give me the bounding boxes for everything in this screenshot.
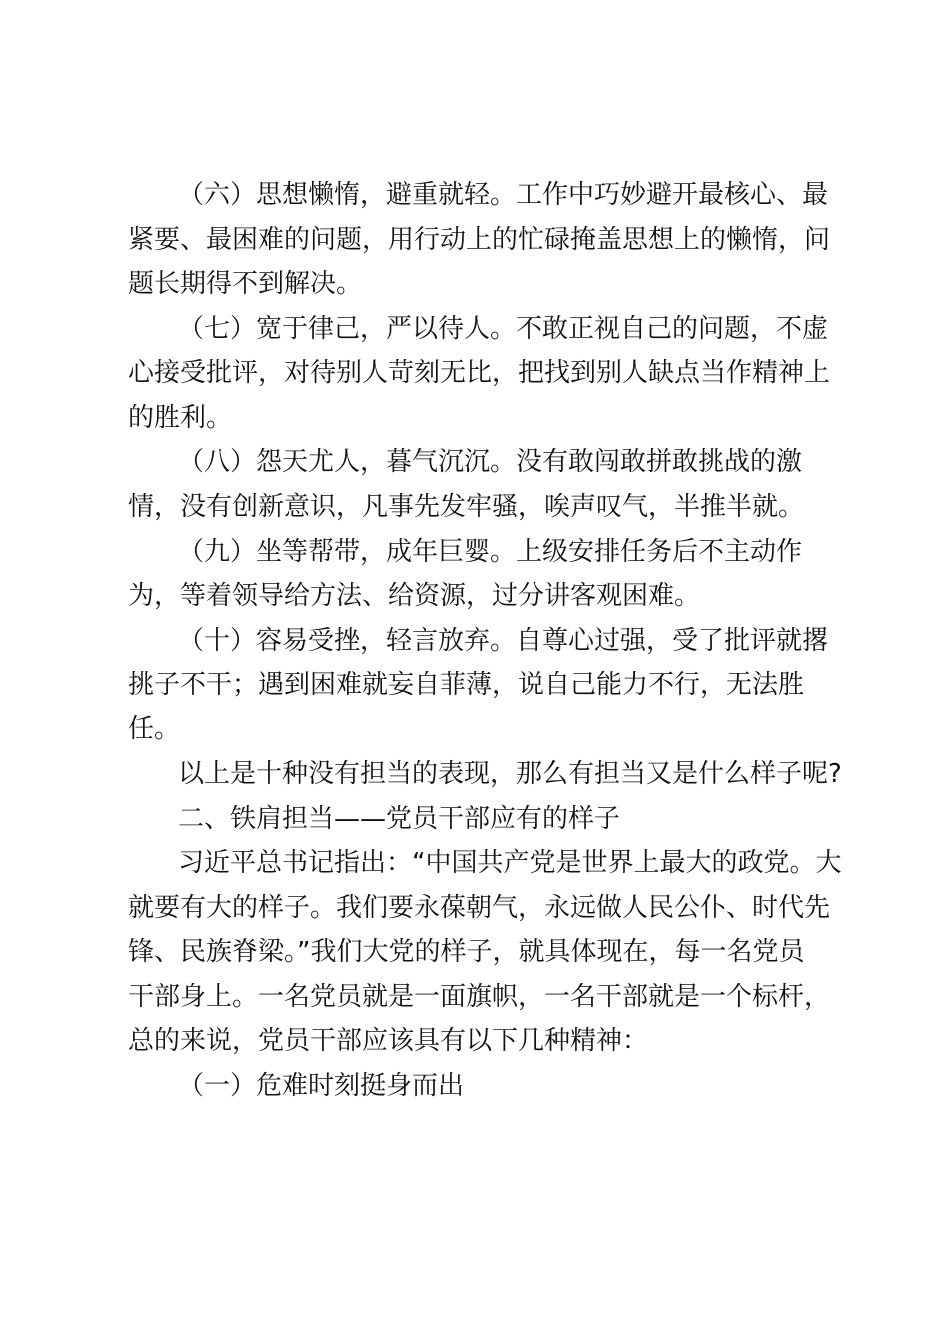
subheading-1: （一）危难时刻挺身而出	[178, 1071, 465, 1101]
summary-line: 以上是十种没有担当的表现，那么有担当又是什么样子呢?	[178, 759, 842, 789]
paragraph-8-line-2: 情，没有创新意识，凡事先发牢骚，唉声叹气，半推半就。	[128, 492, 805, 522]
paragraph-7-line-3: 的胜利。	[128, 403, 233, 433]
quote-paragraph-line-3: 锋、民族脊梁。”我们大党的样子，就具体现在，每一名党员	[128, 937, 805, 967]
quote-paragraph-line-2: 就要有大的样子。我们要永葆朝气，永远做人民公仆、时代先	[128, 893, 831, 923]
paragraph-10-line-2: 挑子不干；遇到困难就妄自菲薄，说自己能力不行，无法胜	[128, 670, 805, 700]
paragraph-6-line-3: 题长期得不到解决。	[128, 269, 363, 299]
paragraph-9-line-2: 为，等着领导给方法、给资源，过分讲客观困难。	[128, 581, 701, 611]
quote-paragraph-line-1: 习近平总书记指出：“中国共产党是世界上最大的政党。大	[178, 848, 842, 878]
paragraph-6-line-1: （六）思想懒惰，避重就轻。工作中巧妙避开最核心、最	[178, 180, 829, 210]
quote-paragraph-line-4: 干部身上。一名党员就是一面旗帜，一名干部就是一个标杆，	[128, 982, 831, 1012]
paragraph-7-line-1: （七）宽于律己，严以待人。不敢正视自己的问题，不虚	[178, 314, 829, 344]
quote-paragraph-line-5: 总的来说，党员干部应该具有以下几种精神：	[128, 1026, 649, 1056]
paragraph-10-line-3: 任。	[128, 714, 181, 744]
paragraph-9-line-1: （九）坐等帮带，成年巨婴。上级安排任务后不主动作	[178, 537, 803, 567]
section-heading: 二、铁肩担当——党员干部应有的样子	[178, 804, 621, 834]
paragraph-7-line-2: 心接受批评，对待别人苛刻无比，把找到别人缺点当作精神上	[128, 358, 831, 388]
paragraph-8-line-1: （八）怨天尤人，暮气沉沉。没有敢闯敢拼敢挑战的激	[178, 447, 803, 477]
paragraph-6-line-2: 紧要、最困难的问题，用行动上的忙碌掩盖思想上的懒惰，问	[128, 225, 831, 255]
paragraph-10-line-1: （十）容易受挫，轻言放弃。自尊心过强，受了批评就撂	[178, 626, 829, 656]
